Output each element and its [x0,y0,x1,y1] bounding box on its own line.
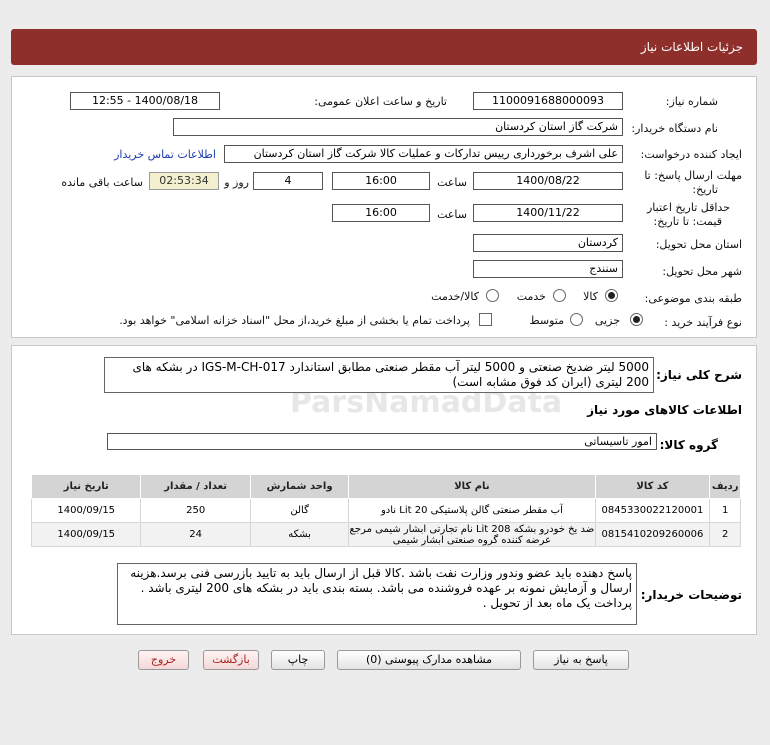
back-button[interactable]: بازگشت [203,650,259,670]
requester-label: ایجاد کننده درخواست: [640,148,742,161]
contact-buyer-link[interactable]: اطلاعات تماس خریدار [114,148,216,161]
treasury-payment-note: پرداخت تمام یا بخشی از مبلغ خرید،از محل "اسناد خزانه اسلامی" خواهد بود. [119,314,470,327]
item-qty: 250 [141,499,250,523]
buyer-notes-text: پاسخ دهنده باید عضو وندور وزارت نفت باشد .کالا قبل از ارسال باید به تایید بازرسی فنی برسد.هزینه ارسال و آزمایش نمونه بر عهده فروشنده می باشد. بسته بندی باید در بشکه های 200 لیتری باشد . پرداخت یک ماه بعد از تحویل . [117,563,637,625]
col-row: ردیف [710,475,741,499]
item-qty: 24 [141,523,250,547]
process-radio-medium[interactable] [570,313,583,326]
buyer-org-field: شرکت گاز استان کردستان [173,118,623,136]
col-code: کد کالا [595,475,710,499]
item-name: ضد یخ خودرو بشکه 208 Lit نام تجارتی ابشار شیمی مرجع عرضه کننده گروه صنعتی ابشار شیمی [349,523,595,546]
need-number-field: 1100091688000093 [473,92,623,110]
remaining-label: ساعت باقی مانده [61,176,143,189]
category-radio-service[interactable] [553,289,566,302]
item-code: 0845330022120001 [595,499,710,523]
col-qty: تعداد / مقدار [141,475,250,499]
page-title: جزئیات اطلاعات نیاز [640,40,743,54]
goods-table [31,474,741,547]
goods-table-header [32,475,741,499]
item-unit: گالن [250,499,348,523]
summary-text: 5000 لیتر ضدیخ صنعتی و 5000 لیتر آب مقطر صنعتی مطابق استاندارد IGS-M-CH-017 در بشکه های 200 لیتری (ایران کد فوق مشابه است) [104,357,654,393]
goods-group-field: امور تاسیساتی [107,433,657,450]
col-unit: واحد شمارش [250,475,348,499]
city-label: شهر محل تحویل: [662,265,742,278]
city-field: سنندج [473,260,623,278]
process-radio-minor[interactable] [630,313,643,326]
buyer-notes-label: توضیحات خریدار: [640,588,742,602]
goods-group-label: گروه کالا: [659,438,718,452]
category-radio-goods[interactable] [605,289,618,302]
item-date: 1400/09/15 [32,523,141,547]
province-field: کردستان [473,234,623,252]
deadline-time-field: 16:00 [332,172,430,190]
remaining-time-field: 02:53:34 [149,172,219,190]
treasury-payment-checkbox[interactable] [479,313,492,326]
validity-time-field: 16:00 [332,204,430,222]
validity-time-label: ساعت [437,208,467,221]
row-index: 1 [710,499,741,523]
process-label: نوع فرآیند خرید : [664,316,742,329]
deadline-label-2: تاریخ: [692,183,718,196]
need-number-label: شماره نیاز: [665,95,718,108]
row-index: 2 [710,523,741,547]
validity-label-1: حداقل تاریخ اعتبار [646,201,730,214]
deadline-time-label: ساعت [437,176,467,189]
category-option-service: خدمت [516,290,546,303]
item-code: 0815410209260006 [595,523,710,547]
deadline-label-1: مهلت ارسال پاسخ: تا [644,169,742,182]
print-button[interactable]: چاپ [271,650,325,670]
buyer-org-label: نام دستگاه خریدار: [631,122,718,135]
table-row [32,523,741,547]
summary-label: شرح کلی نیاز: [656,368,742,382]
col-name: نام کالا [349,475,595,499]
category-option-goods-service: کالا/خدمت [431,290,479,303]
respond-button[interactable]: پاسخ به نیاز [533,650,629,670]
item-unit: بشکه [250,523,348,547]
days-field: 4 [253,172,323,190]
validity-label-2: قیمت: تا تاریخ: [653,215,722,228]
process-option-medium: متوسط [529,314,564,327]
province-label: استان محل تحویل: [655,238,742,251]
announce-field: 1400/08/18 - 12:55 [70,92,220,110]
deadline-date-field: 1400/08/22 [473,172,623,190]
item-name: آب مقطر صنعتی گالن پلاستیکی 20 Lit نادو [349,499,595,523]
goods-info-title: اطلاعات کالاهای مورد نیاز [587,403,742,417]
announce-label: تاریخ و ساعت اعلان عمومی: [314,95,447,108]
category-label: طبقه بندی موضوعی: [644,292,742,305]
page-header [11,29,757,65]
col-date: تاریخ نیاز [32,475,141,499]
item-date: 1400/09/15 [32,499,141,523]
category-option-goods: کالا [583,290,598,303]
requester-field: علی اشرف برخورداری رییس تدارکات و عملیات کالا شرکت گاز استان کردستان [224,145,623,163]
validity-date-field: 1400/11/22 [473,204,623,222]
attachments-button[interactable]: مشاهده مدارک پیوستی (0) [337,650,521,670]
exit-button[interactable]: خروج [138,650,189,670]
process-option-minor: جزیی [594,314,620,327]
days-label: روز و [224,176,249,189]
table-row [32,499,741,523]
category-radio-goods-service[interactable] [486,289,499,302]
